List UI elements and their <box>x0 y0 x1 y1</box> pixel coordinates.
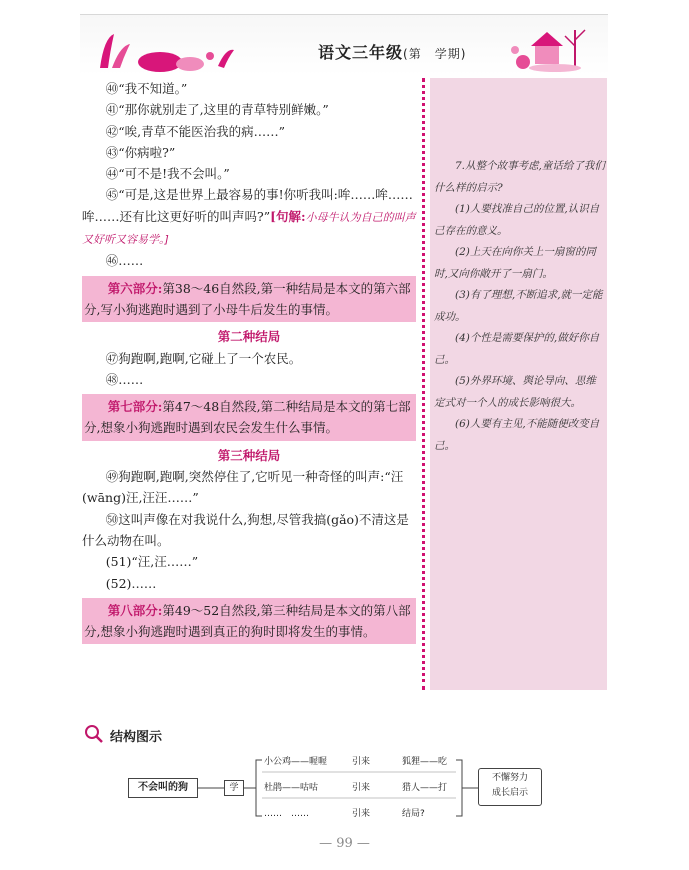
paragraph-48: ㊽…… <box>105 371 144 387</box>
second-ending-heading: 第二种结局 <box>217 329 281 345</box>
decorative-hearts-left-icon <box>90 28 240 72</box>
answer-6: (6)人要有主见,不能随便改变自己。 <box>434 418 600 452</box>
part-seven-summary: 第七部分:第47～48自然段,第二种结局是本文的第七部分,想象小狗逃跑时遇到农民会发生什么事情。 <box>82 394 416 441</box>
diagram-learn-box: 学 <box>224 780 244 796</box>
paragraph-46: ㊻…… <box>105 253 144 269</box>
paragraph-42: ㊷“唉,青草不能医治我的病……” <box>105 123 286 139</box>
sidebar-notes-text <box>434 156 606 457</box>
question-7: 7.从整个故事考虑,童话给了我们什么样的启示? <box>434 160 605 194</box>
structure-diagram-title: 结构图示 <box>110 730 163 745</box>
part-eight-summary: 第八部分:第49～52自然段,第三种结局是本文的第八部分,想象小狗逃跑时遇到真正的狗时即将发生的事情。 <box>82 598 416 645</box>
paragraph-47: ㊼狗跑啊,跑啊,它碰上了一个农民。 <box>105 350 302 366</box>
answer-2: (2)上天在向你关上一扇窗的同时,又向你敞开了一扇门。 <box>434 246 596 280</box>
third-ending-heading: 第三种结局 <box>217 447 281 463</box>
diagram-conclusion-box: 不懈努力 成长启示 <box>478 768 542 806</box>
paragraph-40: ㊵“我不知道。” <box>105 81 188 96</box>
paragraph-49: ㊾狗跑啊,跑啊,突然停住了,它听见一种奇怪的叫声:“汪(wāng)汪,汪汪……” <box>82 469 404 506</box>
paragraph-52: (52)…… <box>105 575 157 591</box>
paragraph-45: ㊺“可是,这是世界上最容易的事!你听我叫:哞……哞……哞……还有比这更好听的叫声吗?”[句解:小母牛认为自己的叫声又好听又容易学。] <box>82 187 416 247</box>
page-header-title: 语文三年级(第 学期) <box>318 43 467 62</box>
column-divider <box>422 78 425 690</box>
structure-diagram: 不会叫的狗 学 小公鸡——喔喔 引来 狐狸——吃 杜鹃——咕咕 引来 猎人——打 …… …… 引来 结局? 不懈努力 成长启示 <box>128 752 588 824</box>
paragraph-41: ㊶“那你就别走了,这里的青草特别鲜嫩。” <box>105 102 329 118</box>
answer-5: (5)外界环境、舆论导向、思维定式对一个人的成长影响很大。 <box>434 375 596 409</box>
part-six-summary: 第六部分:第38～46自然段,第一种结局是本文的第六部分,写小狗逃跑时遇到了小母牛后发生的事情。 <box>82 276 416 323</box>
answer-4: (4)个性是需要保护的,做好你自己。 <box>434 332 600 366</box>
decorative-house-right-icon <box>505 20 595 74</box>
paragraph-43: ㊸“你病啦?” <box>105 144 176 160</box>
paragraph-44: ㊹“可不是!我不会叫。” <box>105 166 230 182</box>
answer-3: (3)有了理想,不断追求,就一定能成功。 <box>434 289 603 323</box>
main-text-column <box>82 78 416 648</box>
page-number: — 99 — <box>319 836 370 851</box>
paragraph-51: (51)“汪,汪……” <box>105 554 199 570</box>
answer-1: (1)人要找准自己的位置,认识自己存在的意义。 <box>434 203 600 237</box>
diagram-root-box: 不会叫的狗 <box>128 778 198 798</box>
paragraph-50: ㊿这叫声像在对我说什么,狗想,尽管我搞(gǎo)不清这是什么动物在叫。 <box>82 511 409 548</box>
